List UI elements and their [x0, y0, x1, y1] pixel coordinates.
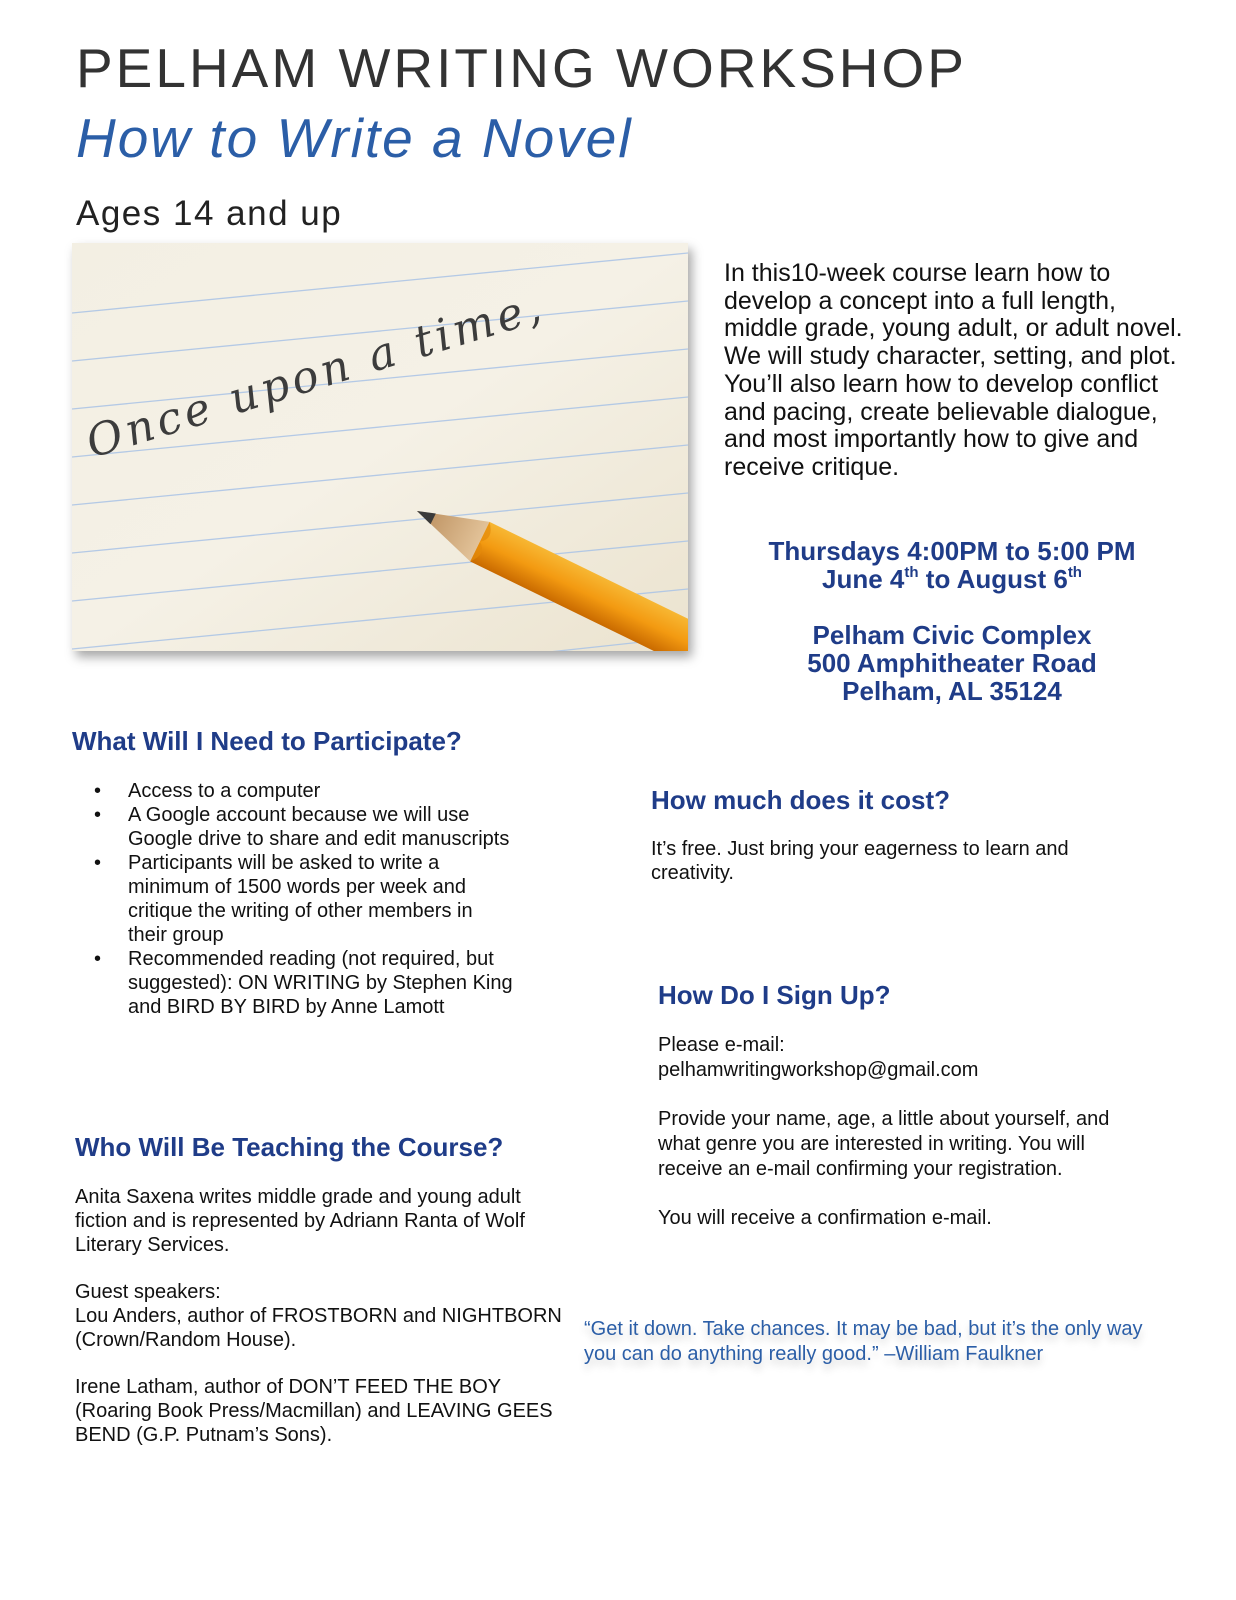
- email-address[interactable]: pelhamwritingworkshop@gmail.com: [658, 1059, 979, 1081]
- schedule-time: Thursdays 4:00PM to 5:00 PM: [768, 536, 1136, 566]
- signup-confirmation: You will receive a confirmation e-mail.: [658, 1207, 992, 1229]
- instructor-bio: Anita Saxena writes middle grade and young adult fiction and is represented by Adriann Ranta of Wolf Literary Services.: [75, 1186, 525, 1256]
- guest-speaker-2: Irene Latham, author of DON’T FEED THE BOY (Roaring Book Press/Macmillan) and LEAVING GEES BEND (G.P. Putnam’s Sons).: [75, 1376, 553, 1446]
- list-item: • Recommended reading (not required, but suggested): ON WRITING by Stephen King and BIRD BY BIRD by Anne Lamott: [76, 947, 516, 1019]
- needs-list: [76, 779, 516, 1019]
- signup-instructions: Provide your name, age, a little about yourself, and what genre you are interested in writing. You will receive an e-mail confirming your registration.: [658, 1108, 1110, 1180]
- cost-heading: How much does it cost?: [651, 785, 951, 815]
- schedule-dates: June 4th to August 6th: [822, 564, 1082, 594]
- course-description: In this10-week course learn how to develop a concept into a full length, middle grade, young adult, or adult novel. We will study character, setting, and plot. You’ll also learn how to develop conflict and pacing, create believable dialogue, and most importantly how to give and receive critique.: [724, 259, 1183, 481]
- teachers-body: [75, 1185, 575, 1447]
- list-item: • A Google account because we will use Google drive to share and edit manuscripts: [76, 803, 516, 851]
- list-item: • Participants will be asked to write a minimum of 1500 words per week and critique the writing of other members in their group: [76, 851, 516, 947]
- age-range: Ages 14 and up: [76, 194, 343, 233]
- cost-text: It’s free. Just bring your eagerness to learn and creativity.: [651, 838, 1069, 884]
- location-street: 500 Amphitheater Road: [807, 648, 1097, 678]
- location-city: Pelham, AL 35124: [842, 676, 1062, 706]
- signup-heading: How Do I Sign Up?: [658, 980, 891, 1010]
- location-name: Pelham Civic Complex: [812, 620, 1092, 650]
- list-item: • Access to a computer: [76, 779, 516, 803]
- needs-heading: What Will I Need to Participate?: [72, 726, 462, 756]
- page-subtitle: How to Write a Novel: [76, 107, 633, 169]
- schedule: [724, 537, 1180, 593]
- guest-label: Guest speakers:: [75, 1281, 221, 1303]
- notebook-pencil-photo: [72, 243, 688, 651]
- guest-speaker-1: Lou Anders, author of FROSTBORN and NIGHTBORN (Crown/Random House).: [75, 1305, 562, 1351]
- teachers-heading: Who Will Be Teaching the Course?: [75, 1132, 504, 1162]
- faulkner-quote: “Get it down. Take chances. It may be bad, but it’s the only way you can do anything really good.” –William Faulkner: [584, 1318, 1143, 1365]
- handwriting-text: Once upon a time,: [80, 280, 551, 469]
- page-title: PELHAM WRITING WORKSHOP: [76, 37, 967, 99]
- location: [724, 621, 1180, 705]
- email-label: Please e-mail:: [658, 1034, 785, 1056]
- signup-body: [658, 1033, 1128, 1231]
